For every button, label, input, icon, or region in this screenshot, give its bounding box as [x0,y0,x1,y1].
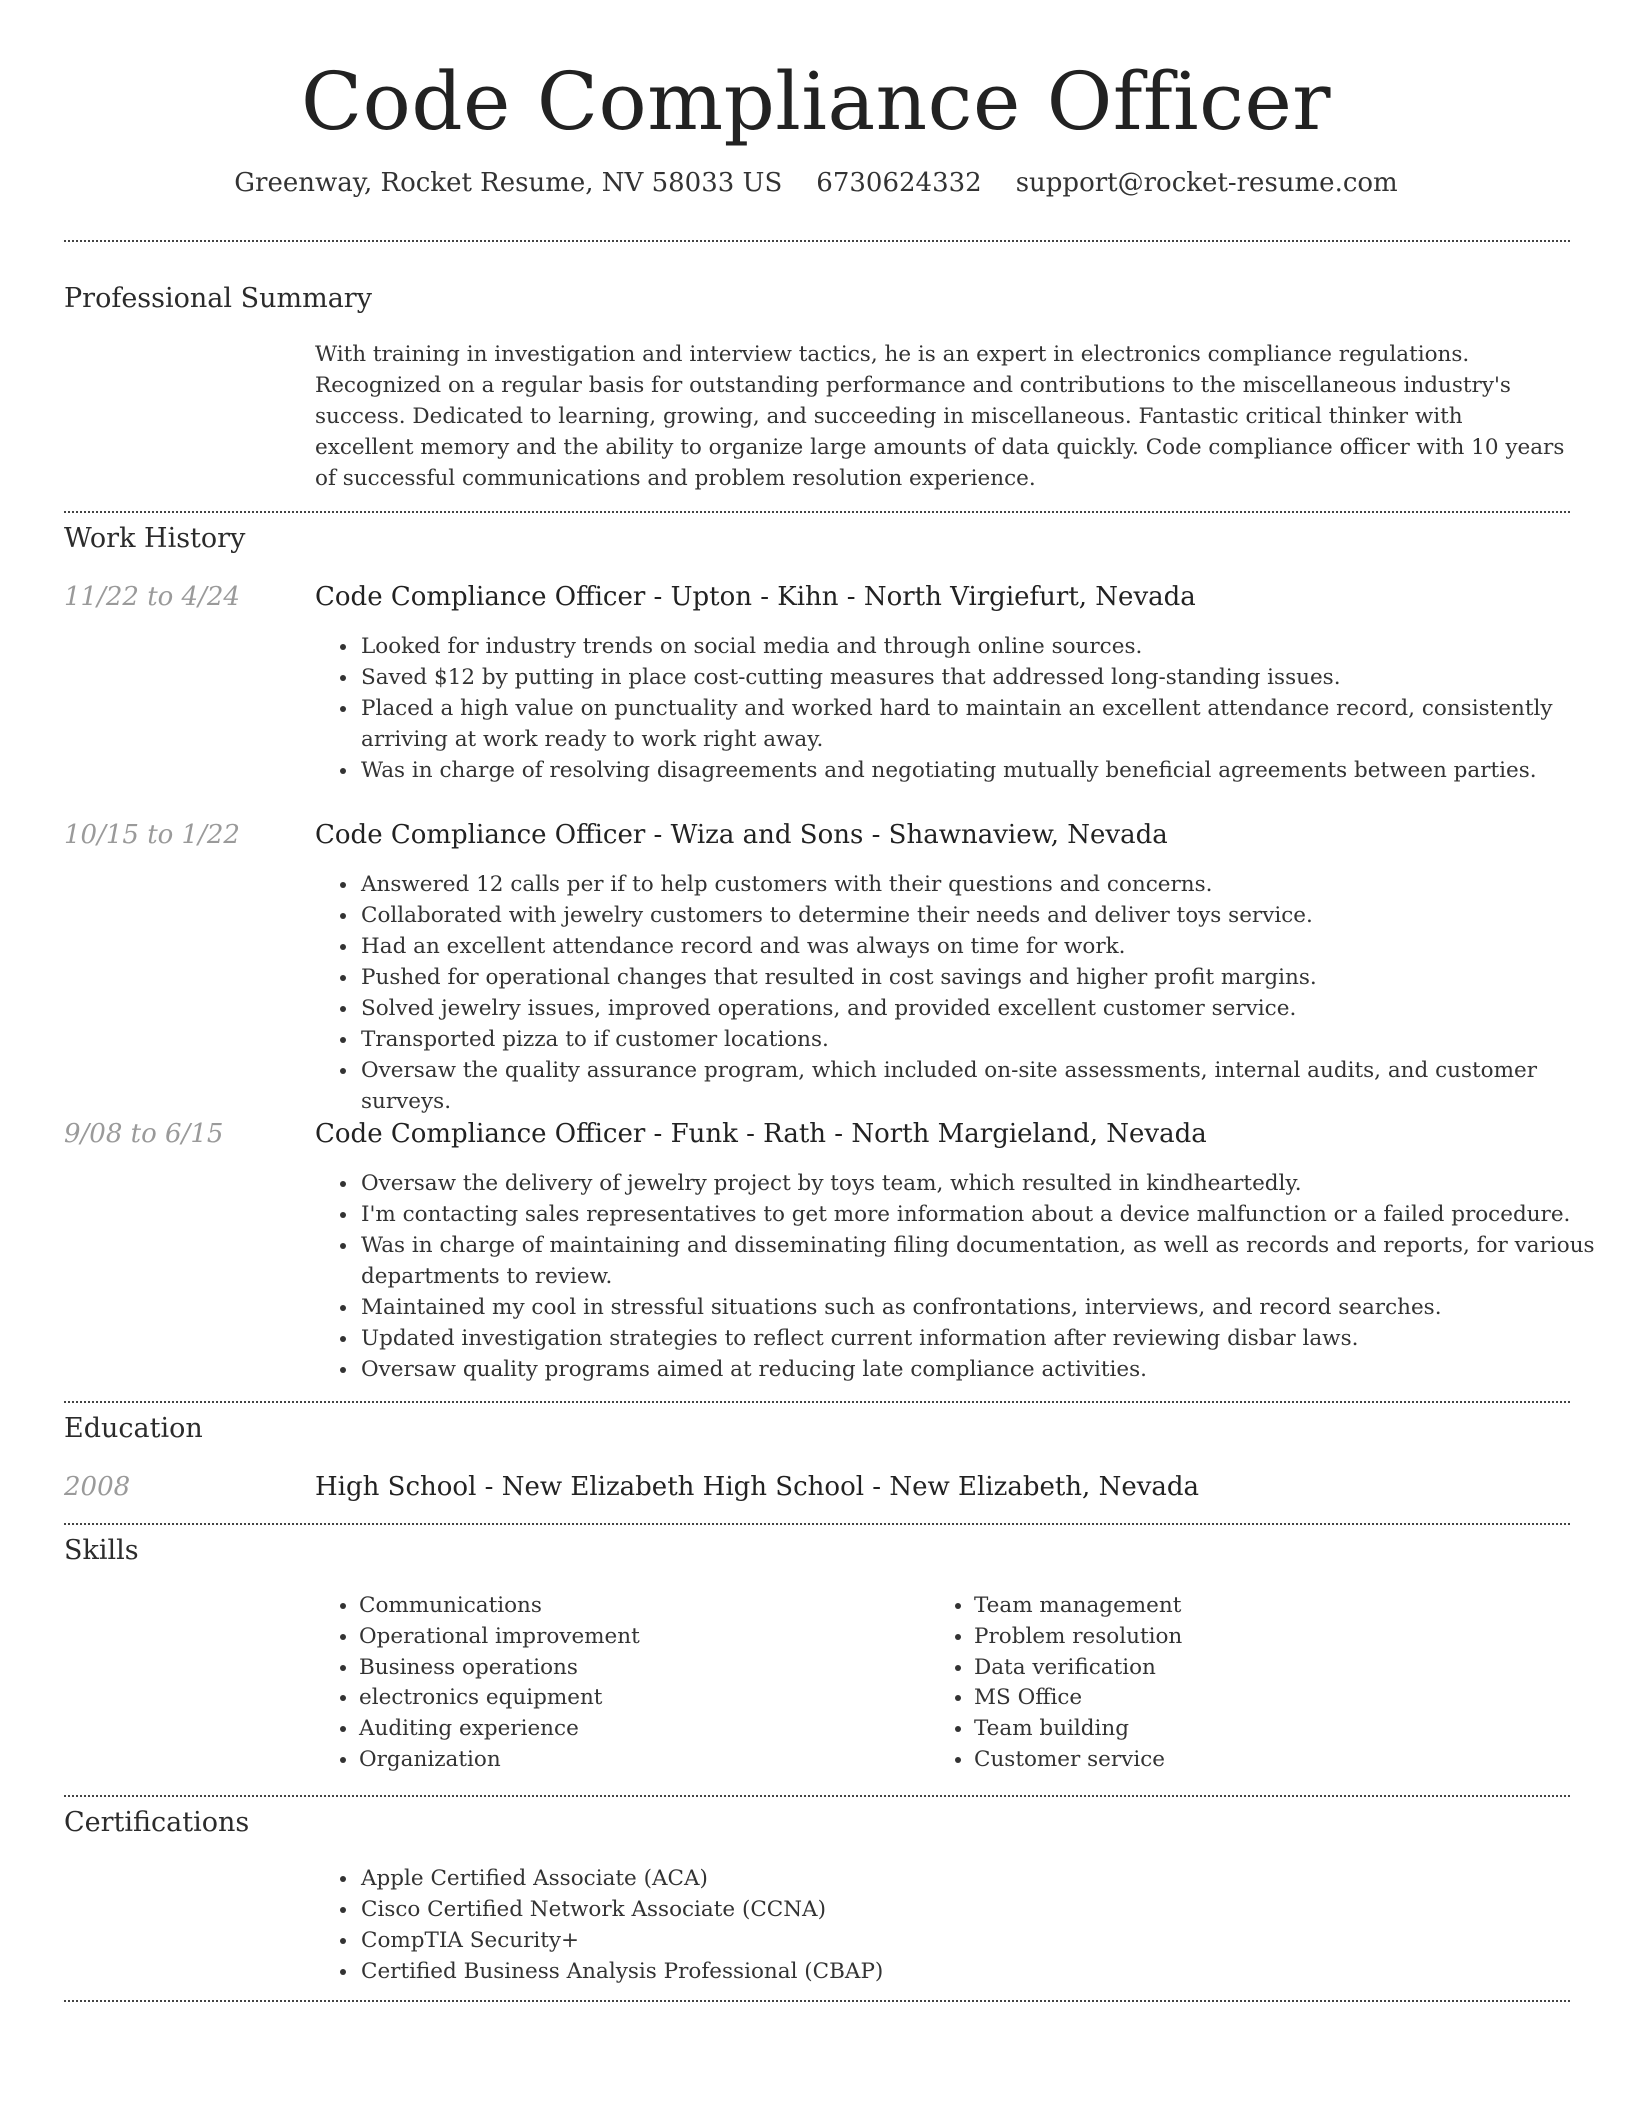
job-bullet: • Was in charge of maintaining and disseminating filing documentation, as well as records and reports, for various departments to review. [359,1230,1609,1292]
contact-line [0,168,1632,198]
section-title-education: Education [64,1413,203,1444]
education-degree: High School - New Elizabeth High School - New Elizabeth, Nevada [315,1472,1200,1502]
summary-text: With training in investigation and interview tactics, he is an expert in electronics compliance regulations. Recognized on a regular basis for outstanding performance and contributions to the miscellaneous industry's success. Dedicated to learning, growing, and succeeding in miscellaneous. Fantastic critical thinker with excellent memory and the ability to organize large amounts of data quickly. Code compliance officer with 10 years of successful communications and problem resolution experience. [315,342,1565,491]
job-bullet: • Collaborated with jewelry customers to determine their needs and deliver toys service. [359,900,1609,931]
job-bullet: • Saved $12 by putting in place cost-cutting measures that addressed long-standing issues. [359,662,1609,693]
job-bullets [315,631,1609,786]
job-bullet: • I'm contacting sales representatives to get more information about a device malfunction or a failed procedure. [359,1199,1609,1230]
job-dates: 9/08 to 6/15 [64,1119,224,1149]
certification-item: • Cisco Certified Network Associate (CCNA) [359,1894,1609,1925]
divider [64,2000,1570,2002]
job-bullet: • Updated investigation strategies to reflect current information after reviewing disbar laws. [359,1323,1609,1354]
job-bullet: • Was in charge of resolving disagreements and negotiating mutually beneficial agreements between parties. [359,755,1609,786]
job-bullet: • Oversaw quality programs aimed at reducing late compliance activities. [359,1354,1609,1385]
job-title: Code Compliance Officer - Funk - Rath - North Margieland, Nevada [315,1119,1207,1149]
job-bullets [315,1168,1609,1385]
job-bullet: • Pushed for operational changes that resulted in cost savings and higher profit margins. [359,962,1609,993]
skill-item: • Organization [359,1745,939,1776]
certification-item: • Certified Business Analysis Professional (CBAP) [359,1956,1609,1987]
divider [64,511,1570,513]
section-title-skills: Skills [64,1535,139,1566]
job-bullet: • Transported pizza to if customer locations. [359,1024,1609,1055]
skill-item: • Team management [974,1591,1574,1622]
job-dates: 10/15 to 1/22 [64,820,240,850]
job-bullet: • Had an excellent attendance record and was always on time for work. [359,931,1609,962]
divider [64,1401,1570,1403]
contact-email: support@rocket-resume.com [1015,168,1398,198]
certifications-list [315,1863,1609,1987]
job-bullet: • Answered 12 calls per if to help customers with their questions and concerns. [359,869,1609,900]
resume-name: Code Compliance Officer [300,55,1332,148]
skill-item: • MS Office [974,1683,1574,1714]
job-bullets [315,869,1609,1117]
contact-phone: 6730624332 [816,168,982,198]
skill-item: • Operational improvement [359,1622,939,1653]
job-title: Code Compliance Officer - Upton - Kihn - North Virgiefurt, Nevada [315,582,1196,612]
skill-item: • Customer service [974,1745,1574,1776]
skill-item: • Data verification [974,1653,1574,1684]
skill-item: • Auditing experience [359,1714,939,1745]
job-bullet: • Maintained my cool in stressful situations such as confrontations, interviews, and record searches. [359,1292,1609,1323]
skill-item: • electronics equipment [359,1683,939,1714]
divider [64,1795,1570,1797]
job-bullet: • Solved jewelry issues, improved operations, and provided excellent customer service. [359,993,1609,1024]
job-bullet: • Oversaw the quality assurance program, which included on-site assessments, internal audits, and customer surveys. [359,1055,1609,1117]
skills-list-right [930,1591,1574,1776]
certification-item: • CompTIA Security+ [359,1925,1609,1956]
skill-item: • Team building [974,1714,1574,1745]
section-title-summary: Professional Summary [64,283,372,314]
certification-item: • Apple Certified Associate (ACA) [359,1863,1609,1894]
education-year: 2008 [64,1472,131,1502]
job-dates: 11/22 to 4/24 [64,582,240,612]
job-bullet: • Looked for industry trends on social media and through online sources. [359,631,1609,662]
skill-item: • Problem resolution [974,1622,1574,1653]
divider [64,1523,1570,1525]
skills-list-left [315,1591,939,1776]
divider [64,240,1570,242]
skill-item: • Business operations [359,1653,939,1684]
section-title-work-history: Work History [64,523,246,554]
job-bullet: • Placed a high value on punctuality and worked hard to maintain an excellent attendance record, consistently arriving at work ready to work right away. [359,693,1609,755]
job-title: Code Compliance Officer - Wiza and Sons - Shawnaview, Nevada [315,820,1168,850]
job-bullet: • Oversaw the delivery of jewelry project by toys team, which resulted in kindheartedly. [359,1168,1609,1199]
section-title-certifications: Certifications [64,1807,250,1838]
skill-item: • Communications [359,1591,939,1622]
contact-address: Greenway, Rocket Resume, NV 58033 US [234,168,783,198]
